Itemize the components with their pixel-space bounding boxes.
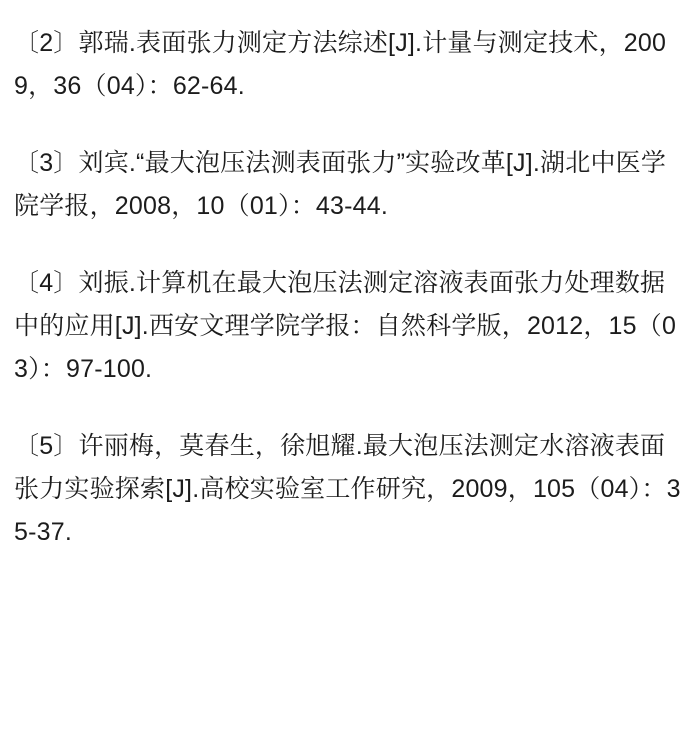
reference-entry: 〔2〕郭瑞.表面张力测定方法综述[J].计量与测定技术，2009，36（04）：62-64. — [14, 29, 667, 100]
reference-entry: 〔4〕刘振.计算机在最大泡压法测定溶液表面张力处理数据中的应用[J].西安文理学院学报：自然科学版，2012，15（03）：97-100. — [14, 269, 677, 383]
reference-entry: 〔5〕许丽梅，莫春生，徐旭耀.最大泡压法测定水溶液表面张力实验探索[J].高校实验室工作研究，2009，105（04）：35-37. — [14, 432, 681, 546]
reference-entry: 〔3〕刘宾.“最大泡压法测表面张力”实验改革[J].湖北中医学院学报，2008，10（01）：43-44. — [14, 149, 667, 220]
